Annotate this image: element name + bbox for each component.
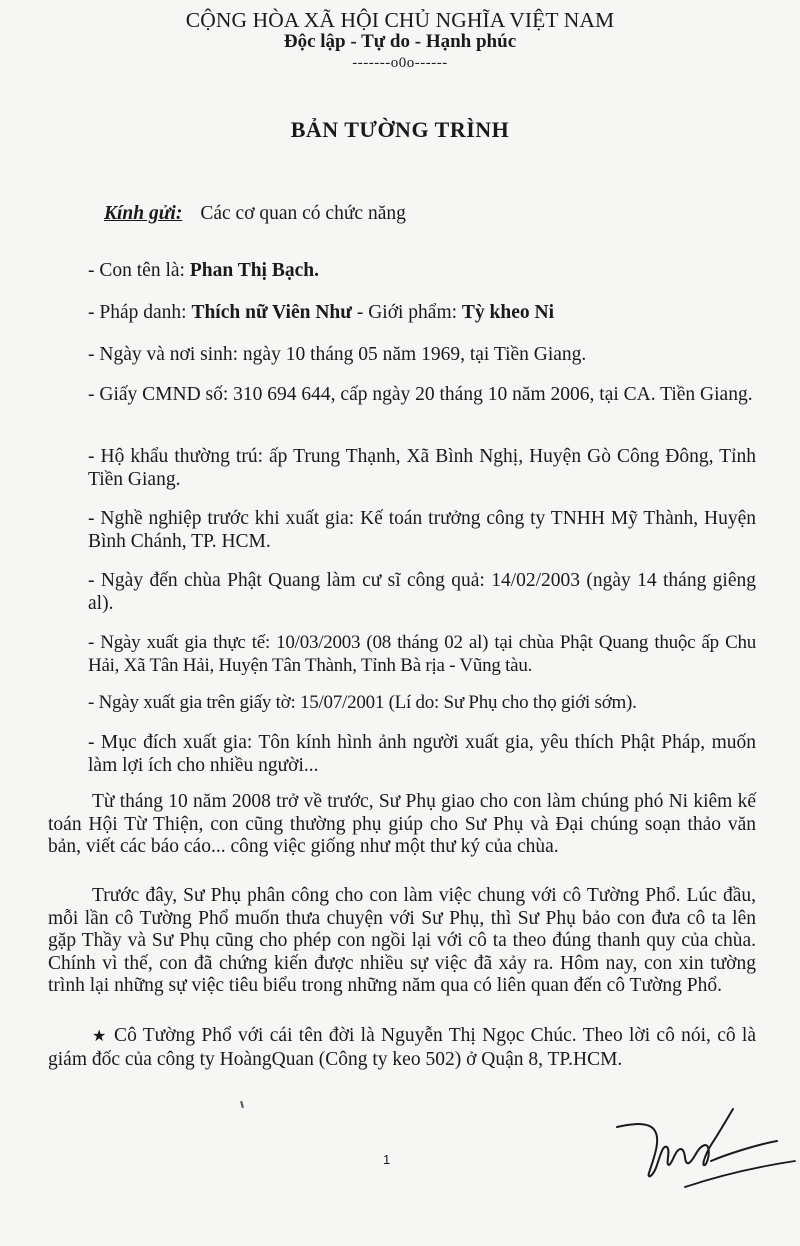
dharma-label: - Pháp danh: (88, 302, 192, 323)
detail-occupation: - Nghề nghiệp trước khi xuất gia: Kế toán trưởng công ty TNHH Mỹ Thành, Huyện Bình Chánh, TP. HCM. (88, 508, 756, 552)
document-title: BẢN TƯỜNG TRÌNH (290, 117, 510, 142)
signature (605, 1105, 800, 1195)
scan-speck (240, 1101, 244, 1108)
star-bullet-icon: ★ (92, 1028, 108, 1045)
name-value: Phan Thị Bạch. (189, 260, 319, 281)
detail-name (88, 259, 756, 282)
paragraph-background: Trước đây, Sư Phụ phân công cho con làm việc chung với cô Tường Phổ. Lúc đầu, mỗi lần cô Tường Phổ muốn thưa chuyện với Sư Phụ, thì Sư Phụ bảo con đưa cô ta lên gặp Thầy và Sư Phụ cũng cho phép con ngồi lại với cô ta theo đúng thanh quy của chùa. Chính vì thế, con đã chứng kiến được nhiều sự việc đã xảy ra. Hôm nay, con xin tường trình lại những sự việc tiêu biểu trong những năm qua có liên quan đến cô Tường Phổ. (48, 885, 756, 996)
header-ornament: -------o0o------ (352, 55, 448, 71)
detail-ordination-paper: - Ngày xuất gia trên giấy tờ: 15/07/2001 (Lí do: Sư Phụ cho thọ giới sớm). (88, 692, 637, 713)
paragraph-tuong-pho-text: Cô Tường Phổ với cái tên đời là Nguyễn Thị Ngọc Chúc. Theo lời cô nói, cô là giám đốc của công ty HoàngQuan (Công ty keo 502) ở Quận 8, TP.HCM. (48, 1025, 756, 1070)
recipient-line (104, 203, 406, 225)
signature-stroke-main (617, 1109, 777, 1176)
detail-birth: - Ngày và nơi sinh: ngày 10 tháng 05 năm 1969, tại Tiền Giang. (88, 344, 587, 365)
detail-temple-arrival: - Ngày đến chùa Phật Quang làm cư sĩ công quả: 14/02/2003 (ngày 14 tháng giêng al). (88, 570, 756, 614)
recipient-value: Các cơ quan có chức năng (200, 203, 406, 224)
signature-stroke-underline (685, 1161, 795, 1187)
detail-dharma-name (88, 301, 756, 324)
rank-label: - Giới phẩm: (351, 302, 462, 323)
detail-ordination-actual: - Ngày xuất gia thực tế: 10/03/2003 (08 tháng 02 al) tại chùa Phật Quang thuộc ấp Chu Hải, Xã Tân Hải, Huyện Tân Thành, Tỉnh Bà rịa - Vũng tàu. (88, 632, 756, 676)
national-header: CỘNG HÒA XÃ HỘI CHỦ NGHĨA VIỆT NAM (185, 8, 615, 32)
recipient-label: Kính gửi: (104, 203, 183, 224)
detail-residence: - Hộ khẩu thường trú: ấp Trung Thạnh, Xã Bình Nghị, Huyện Gò Công Đông, Tỉnh Tiền Giang. (88, 446, 756, 490)
paragraph-role: Từ tháng 10 năm 2008 trở về trước, Sư Phụ giao cho con làm chúng phó Ni kiêm kế toán Hội Từ Thiện, con cũng thường phụ giúp cho Sư Phụ và Đại chúng soạn thảo văn bản, viết các báo cáo... công việc giống như một thư ký của chùa. (48, 791, 756, 857)
rank-value: Tỳ kheo Ni (461, 302, 555, 323)
detail-purpose: - Mục đích xuất gia: Tôn kính hình ảnh người xuất gia, yêu thích Phật Pháp, muốn làm lợi ích cho nhiều người... (88, 732, 756, 776)
dharma-value: Thích nữ Viên Như (191, 302, 352, 323)
detail-id-card: - Giấy CMND số: 310 694 644, cấp ngày 20 tháng 10 năm 2006, tại CA. Tiền Giang. (88, 384, 753, 405)
name-label: - Con tên là: (88, 260, 190, 281)
national-motto: Độc lập - Tự do - Hạnh phúc (283, 31, 517, 52)
paragraph-tuong-pho (48, 1025, 756, 1071)
page-number: 1 (383, 1152, 391, 1167)
